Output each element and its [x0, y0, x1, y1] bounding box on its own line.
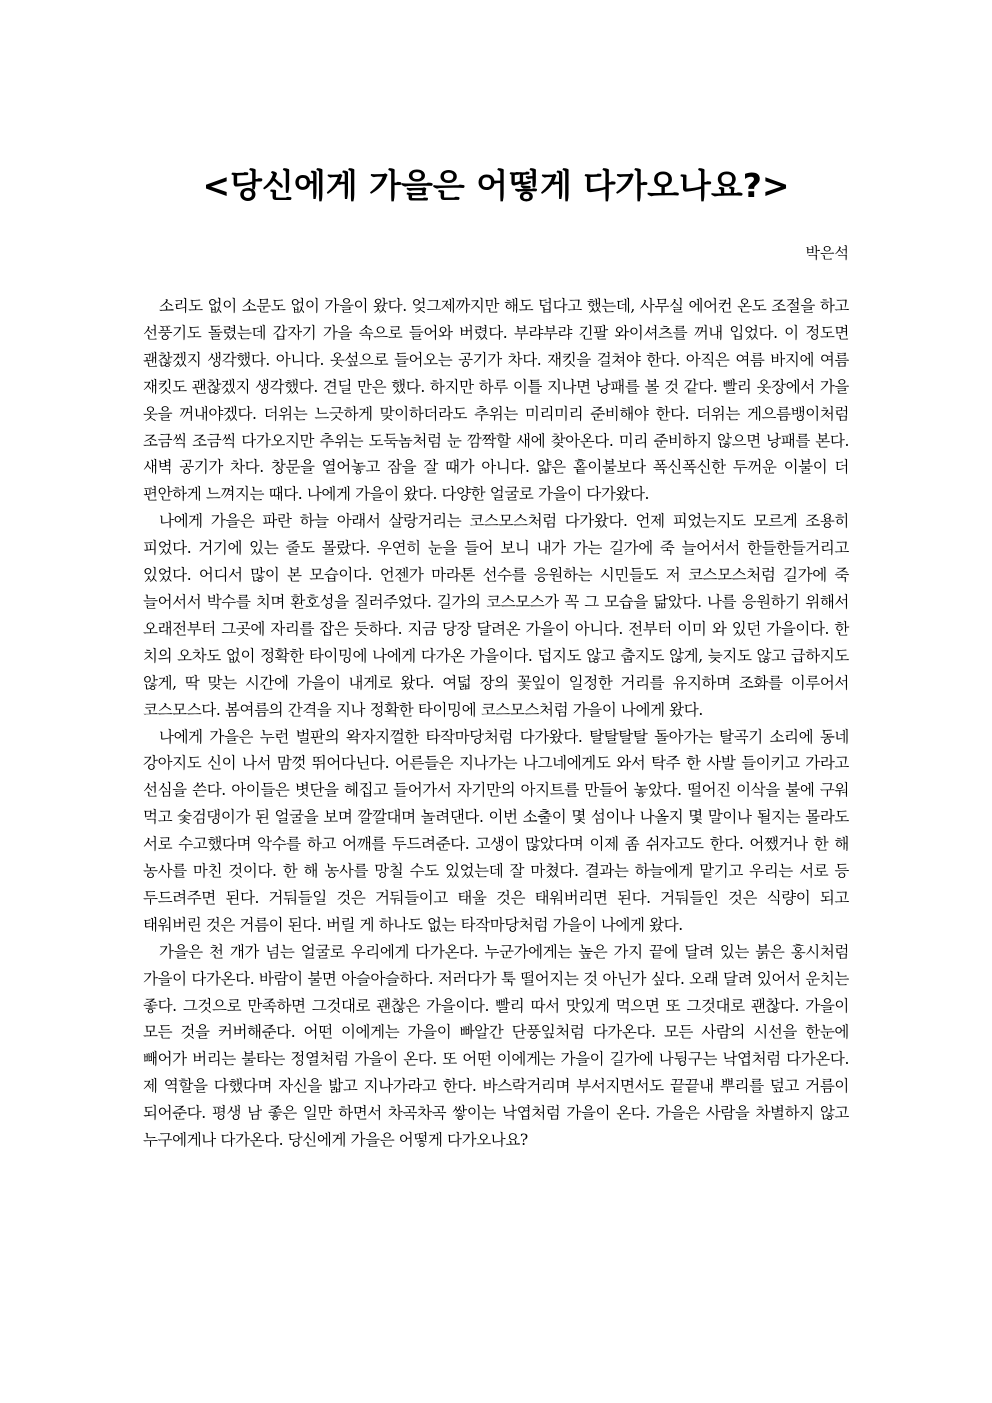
paragraph: 소리도 없이 소문도 없이 가을이 왔다. 엊그제까지만 해도 덥다고 했는데, 사무실 에어컨 온도 조절을 하고 선풍기도 돌렸는데 갑자기 가을 속으로 들어와 버렸다. 부랴부랴 긴팔 와이셔츠를 꺼내 입었다. 이 정도면 괜찮겠지 생각했다. 아니다. 옷섶으로 들어오는 공기가 차다. 재킷을 걸쳐야 한다. 아직은 여름 바지에 여름 재킷도 괜찮겠지 생각했다. 견딜 만은 했다. 하지만 하루 이틀 지나면 낭패를 볼 것 같다. 빨리 옷장에서 가을 옷을 꺼내야겠다. 더위는 느긋하게 맞이하더라도 추위는 미리미리 준비해야 한다. 더위는 게으름뱅이처럼 조금씩 조금씩 다가오지만 추위는 도둑놈처럼 눈 깜짝할 새에 찾아온다. 미리 준비하지 않으면 낭패를 본다. 새벽 공기가 차다. 창문을 열어놓고 잠을 잘 때가 아니다. 얇은 홑이불보다 폭신폭신한 두꺼운 이불이 더 편안하게 느껴지는 때다. 나에게 가을이 왔다. 다양한 얼굴로 가을이 다가왔다. — [143, 297, 849, 504]
essay-body — [143, 293, 849, 1154]
paragraph: 나에게 가을은 파란 하늘 아래서 살랑거리는 코스모스처럼 다가왔다. 언제 피었는지도 모르게 조용히 피었다. 거기에 있는 줄도 몰랐다. 우연히 눈을 들어 보니 내가 가는 길가에 죽 늘어서서 한들한들거리고 있었다. 어디서 많이 본 모습이다. 언젠가 마라톤 선수를 응원하는 시민들도 저 코스모스처럼 길가에 죽 늘어서서 박수를 치며 환호성을 질러주었다. 길가의 코스모스가 꼭 그 모습을 닮았다. 나를 응원하기 위해서 오래전부터 그곳에 자리를 잡은 듯하다. 지금 당장 달려온 가을이 아니다. 전부터 이미 와 있던 가을이다. 한 치의 오차도 없이 정확한 타이밍에 나에게 다가온 가을이다. 덥지도 않고 춥지도 않게, 늦지도 않고 급하지도 않게, 딱 맞는 시간에 가을이 내게로 왔다. 여덟 장의 꽃잎이 일정한 거리를 유지하며 조화를 이루어서 코스모스다. 봄여름의 간격을 지나 정확한 타이밍에 코스모스처럼 가을이 나에게 왔다. — [143, 512, 849, 719]
author-name: 박은석 — [805, 244, 849, 262]
paragraph: 나에게 가을은 누런 벌판의 왁자지껄한 타작마당처럼 다가왔다. 탈탈탈탈 돌아가는 탈곡기 소리에 동네 강아지도 신이 나서 맘껏 뛰어다닌다. 어른들은 지나가는 나그네에게도 와서 탁주 한 사발 들이키고 가라고 선심을 쓴다. 아이들은 볏단을 헤집고 들어가서 자기만의 아지트를 만들어 놓았다. 떨어진 이삭을 불에 구워 먹고 숯검댕이가 된 얼굴을 보며 깔깔대며 놀려댄다. 이번 소출이 몇 섬이나 나올지 몇 말이나 될지는 몰라도 서로 수고했다며 악수를 하고 어깨를 두드려준다. 고생이 많았다며 이제 좀 쉬자고도 한다. 어쨌거나 한 해 농사를 마친 것이다. 한 해 농사를 망칠 수도 있었는데 잘 마쳤다. 결과는 하늘에게 맡기고 우리는 서로 등 두드려주면 된다. 거둬들일 것은 거둬들이고 태울 것은 태워버리면 된다. 거둬들인 것은 식량이 되고 태워버린 것은 거름이 된다. 버릴 게 하나도 없는 타작마당처럼 가을이 나에게 왔다. — [143, 727, 849, 934]
document-title: <당신에게 가을은 어떻게 다가오나요?> — [202, 166, 790, 205]
paragraph: 가을은 천 개가 넘는 얼굴로 우리에게 다가온다. 누군가에게는 높은 가지 끝에 달려 있는 붉은 홍시처럼 가을이 다가온다. 바람이 불면 아슬아슬하다. 저러다가 툭 떨어지는 것 아닌가 싶다. 오래 달려 있어서 운치는 좋다. 그것으로 만족하면 그것대로 괜찮은 가을이다. 빨리 따서 맛있게 먹으면 또 그것대로 괜찮다. 가을이 모든 것을 커버해준다. 어떤 이에게는 가을이 빠알간 단풍잎처럼 다가온다. 모든 사람의 시선을 한눈에 빼어가 버리는 불타는 정열처럼 가을이 온다. 또 어떤 이에게는 가을이 길가에 나뒹구는 낙엽처럼 다가온다. 제 역할을 다했다며 자신을 밟고 지나가라고 한다. 바스락거리며 부서지면서도 끝끝내 뿌리를 덮고 거름이 되어준다. 평생 남 좋은 일만 하면서 차곡차곡 쌓이는 낙엽처럼 가을이 온다. 가을은 사람을 차별하지 않고 누구에게나 다가온다. 당신에게 가을은 어떻게 다가오나요? — [143, 942, 849, 1150]
